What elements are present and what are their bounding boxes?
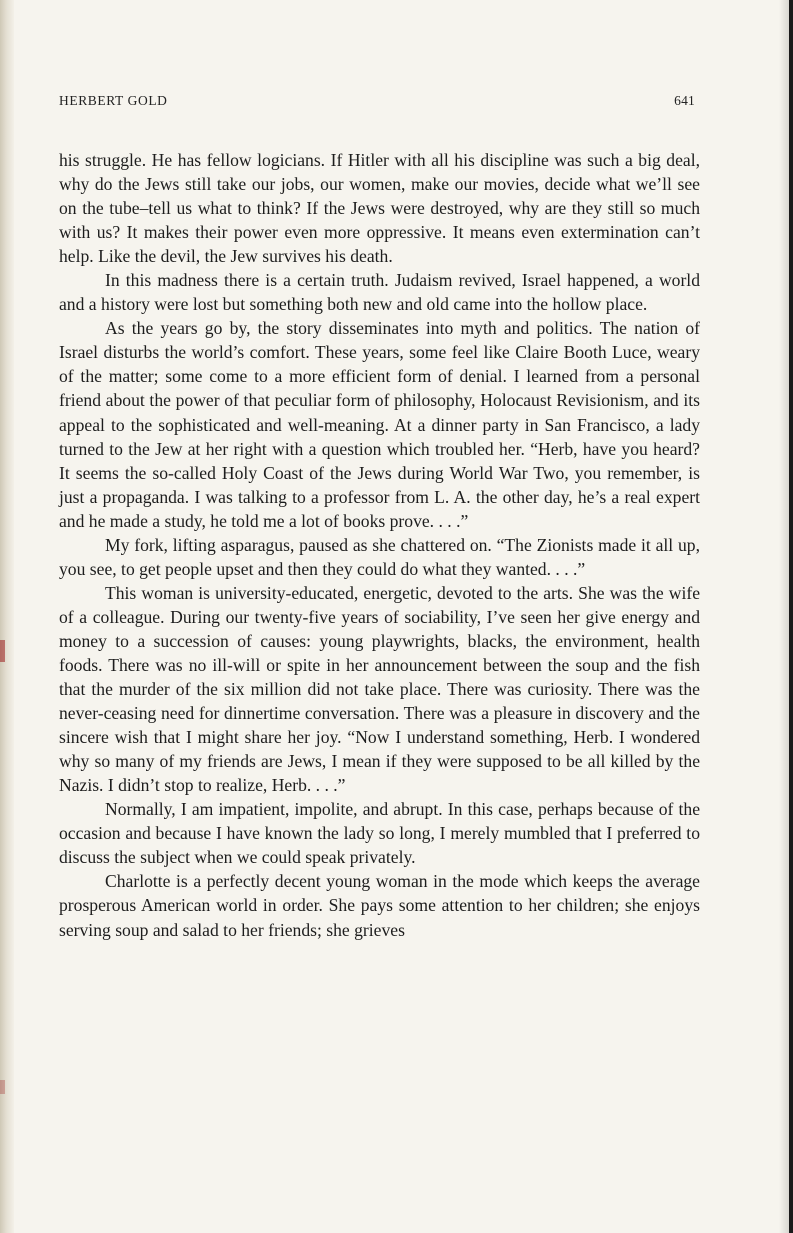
paragraph: This woman is university-educated, energetic, devoted to the arts. She was the wife of a colleague. During our twenty-five years of sociability, I’ve seen her give energy and money to a succession of causes: young playwrights, blacks, the environment, health foods. There was no ill-will or spite in her announcement between the soup and the fish that the murder of the six million did not take place. There was curiosity. There was the never-ceasing need for dinnertime conversation. There was a pleasure in discovery and the sincere wish that I might share her joy. “Now I understand something, Herb. I wondered why so many of my friends are Jews, I mean if they were supposed to be all killed by the Nazis. I didn’t stop to realize, Herb. . . .” bbox=[59, 582, 700, 796]
paragraph: Normally, I am impatient, impolite, and abrupt. In this case, perhaps because of the occasion and because I have known the lady so long, I merely mumbled that I preferred to discuss the subject when we could speak privately. bbox=[59, 799, 700, 868]
paragraph: My fork, lifting asparagus, paused as she chattered on. “The Zionists made it all up, you see, to get people upset and then they could do what they wanted. . . .” bbox=[59, 534, 700, 579]
paragraph: In this madness there is a certain truth. Judaism revived, Israel happened, a world and a history were lost but something both new and old came into the hollow place. bbox=[59, 270, 700, 315]
page-edge-gradient bbox=[779, 0, 789, 1233]
page-binding-edge bbox=[0, 0, 14, 1233]
binding-thread-mark bbox=[0, 640, 5, 662]
running-head bbox=[59, 93, 695, 113]
paragraph-continued: his struggle. He has fellow logicians. If Hitler with all his discipline was such a big deal, why do the Jews still take our jobs, our women, make our movies, decide what we’ll see on the tube–tell us what to think? If the Jews were destroyed, why are they still so much with us? It makes their power even more oppressive. It means even extermination can’t help. Like the devil, the Jew survives his death. bbox=[59, 150, 700, 267]
binding-thread-mark bbox=[0, 1080, 5, 1094]
page-edge-shadow bbox=[789, 0, 793, 1233]
paragraph: As the years go by, the story disseminates into myth and politics. The nation of Israel disturbs the world’s comfort. These years, some feel like Claire Booth Luce, weary of the matter; some come to a more efficient form of denial. I learned from a personal friend about the power of that peculiar form of philosophy, Holocaust Revisionism, and its appeal to the sophisticated and well-meaning. At a dinner party in San Francisco, a lady turned to the Jew at her right with a question which troubled her. “Herb, have you heard? It seems the so-called Holy Coast of the Jews during World War Two, you remember, is just a propaganda. I was talking to a professor from L. A. the other day, he’s a real expert and he made a study, he told me a lot of books prove. . . .” bbox=[59, 318, 700, 531]
paragraph: Charlotte is a perfectly decent young woman in the mode which keeps the average prosperous American world in order. She pays some attention to her children; she enjoys serving soup and salad to her friends; she grieves bbox=[59, 871, 700, 940]
page-number: 641 bbox=[674, 93, 695, 108]
running-head-author: HERBERT GOLD bbox=[59, 93, 168, 108]
body-text bbox=[59, 148, 700, 942]
